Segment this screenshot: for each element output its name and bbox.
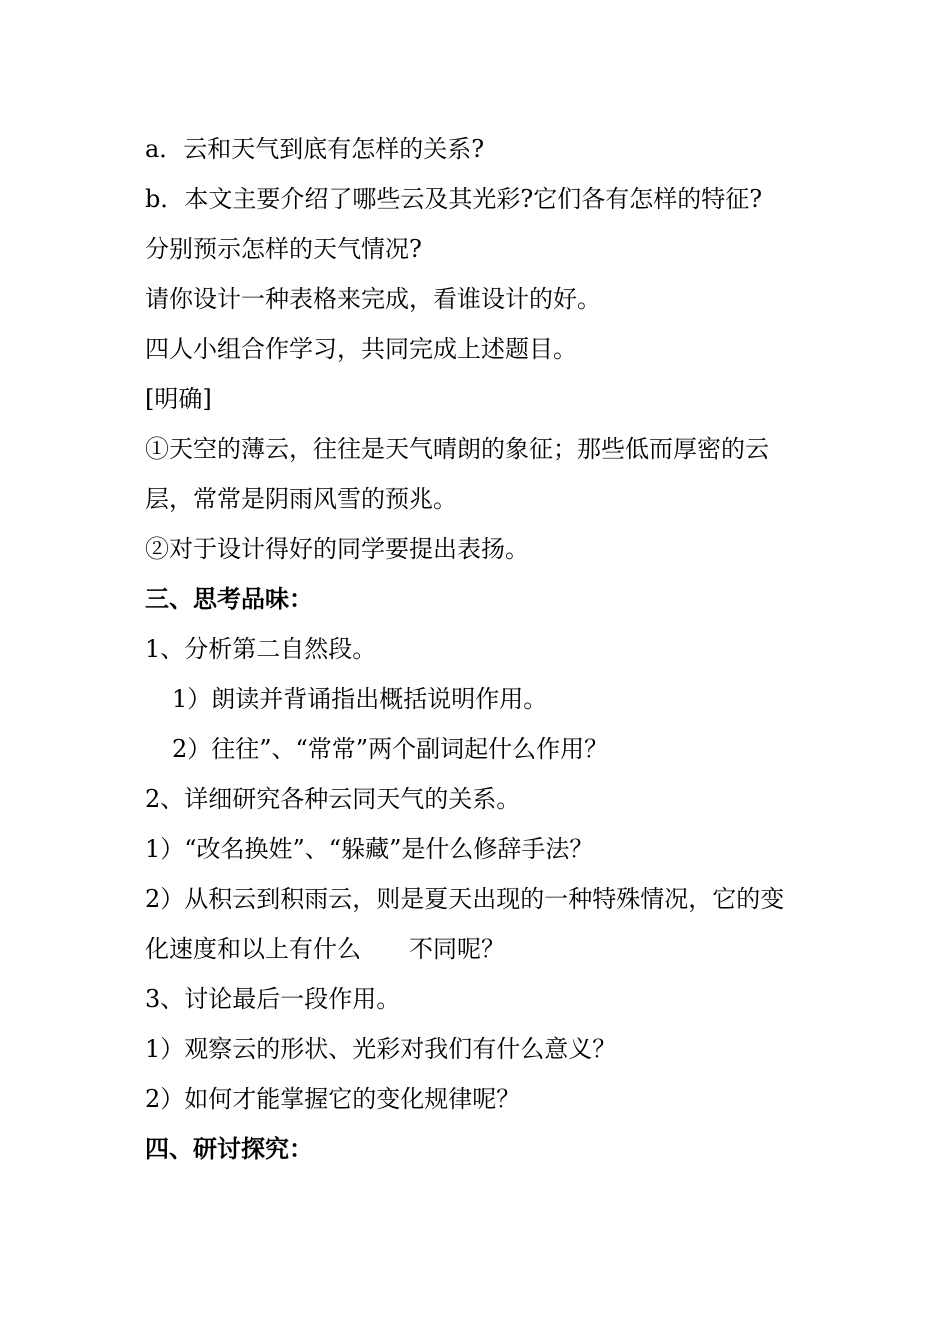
section-heading-4: 四、研讨探究： [145,1134,313,1163]
answer-2: ②对于设计得好的同学要提出表扬。 [145,535,529,563]
table-design-task: 请你设计一种表格来完成，看谁设计的好。 [145,285,601,313]
item-2: 2、详细研究各种云同天气的关系。 [145,785,521,813]
item-3-sub-1: 1）观察云的形状、光彩对我们有什么意义？ [145,1035,617,1063]
item-1-sub-2: 2）往往”、“常常”两个副词起什么作用？ [172,735,609,763]
section-heading-3: 三、思考品味： [145,584,313,613]
question-b: b．本文主要介绍了哪些云及其光彩?它们各有怎样的特征? [145,185,763,213]
item-3-sub-2: 2）如何才能掌握它的变化规律呢？ [145,1085,521,1113]
item-2-sub-2: 2）从积云到积雨云，则是夏天出现的一种特殊情况，它的变 [145,885,785,913]
answer-1-continued: 层，常常是阴雨风雪的预兆。 [145,485,457,513]
item-1: 1、分析第二自然段。 [145,635,377,663]
item-3: 3、讨论最后一段作用。 [145,985,401,1013]
item-2-sub-1: 1）“改名换姓”、“躲藏”是什么修辞手法？ [145,835,594,863]
item-2-sub-2-continued: 化速度和以上有什么 不同呢？ [145,935,505,963]
question-a: a．云和天气到底有怎样的关系? [145,135,485,163]
question-b-continued: 分别预示怎样的天气情况? [145,235,422,263]
group-study-instruction: 四人小组合作学习，共同完成上述题目。 [145,335,577,363]
clarify-label: [明确] [145,385,212,413]
item-1-sub-1: 1）朗读并背诵指出概括说明作用。 [172,685,548,713]
answer-1: ①天空的薄云，往往是天气晴朗的象征；那些低而厚密的云 [145,435,769,463]
